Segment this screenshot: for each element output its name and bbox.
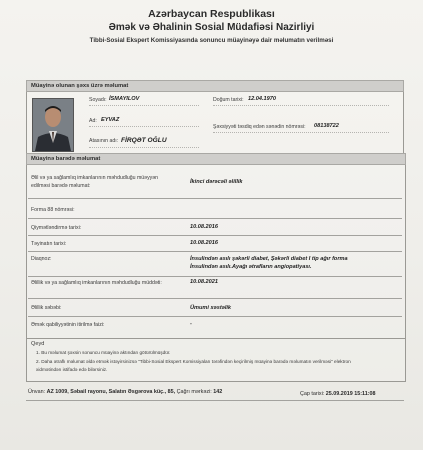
assessment-date-value: 10.08.2016 bbox=[190, 224, 218, 230]
appointment-date-label: Təyinatın tarixi: bbox=[31, 241, 67, 247]
call-center-value: 142 bbox=[213, 389, 223, 395]
person-photo bbox=[32, 98, 74, 152]
address-value: AZ 1009, Səbail rayonu, Salatın Əsgərova küç., 85, bbox=[46, 389, 176, 395]
note-item-3: xidmətindən istifadə edə bilərsiniz. bbox=[36, 367, 108, 372]
disability-cause-label: Əlillik səbəbi: bbox=[31, 305, 62, 311]
father-name-label: Atasının adı: bbox=[89, 138, 119, 144]
father-name-value: FİRQƏT OĞLU bbox=[121, 137, 167, 144]
id-document-label: Şəxsiyyəti təsdiq edən sənədin nömrəsi: bbox=[213, 124, 306, 130]
notes-title: Qeyd bbox=[31, 341, 45, 347]
birth-date-label: Doğum tarixi: bbox=[213, 97, 244, 103]
form88-label: Forma 88 nömrəsi: bbox=[31, 207, 75, 213]
appointment-date-value: 10.08.2016 bbox=[190, 240, 218, 246]
disability-info-value: İkinci dərəcəli əlillik bbox=[190, 179, 243, 185]
person-section-title: Müayinə olunan şəxs üzrə məlumat bbox=[26, 80, 404, 92]
work-capacity-loss-value: - bbox=[190, 321, 192, 327]
id-document-value: 08138722 bbox=[314, 123, 339, 129]
commission-title: Tibbi-Sosial Ekspert Komissiyasında sonuncu müayinəyə dair məlumatın verilməsi bbox=[89, 37, 334, 44]
surname-value: İSMAYILOV bbox=[109, 96, 140, 102]
name-label: Ad: bbox=[89, 118, 97, 124]
birth-date-value: 12.04.1970 bbox=[248, 96, 276, 102]
republic-title: Azərbaycan Respublikası bbox=[148, 8, 275, 20]
note-item-2: 2. Daha ətraflı məlumat əldə etmək istəyirsinizsə "Tibbi-Sosial Ekspert Komissiyaları tərəfindən keçirilmiş müayinə barədə məlumatın verilməsi" elektron bbox=[36, 359, 351, 364]
print-date bbox=[300, 391, 376, 397]
diagnosis-value: İnsulindən asılı şəkərli diabet, Şəkərli diabet I tip ağır forma İnsulindən asılı.Ayağı ətrafların angiopatiyası. bbox=[190, 256, 348, 270]
surname-label: Soyadı: bbox=[89, 97, 107, 103]
disability-period-label: Əlillik və ya sağlamlıq imkanlarının məhdudluğu müddəti: bbox=[31, 280, 162, 286]
assessment-date-label: Qiymətləndirmə tarixi: bbox=[31, 225, 82, 231]
print-date-value: 25.09.2019 15:11:08 bbox=[325, 391, 376, 397]
disability-cause-value: Ümumi xəstəlik bbox=[190, 305, 232, 311]
address bbox=[28, 389, 222, 395]
print-date-label: Çap tarixi: bbox=[300, 391, 325, 397]
disability-period-value: 10.08.2021 bbox=[190, 279, 218, 285]
work-capacity-loss-label: Əmək qabiliyyətinin itirilmə faizi: bbox=[31, 322, 105, 328]
ministry-title: Əmək və Əhalinin Sosial Müdafiəsi Nazirliyi bbox=[108, 22, 315, 33]
address-label: Ünvan: bbox=[28, 389, 46, 395]
disability-info-label: Əlil və ya sağlamlıq imkanlarının məhdudluğu müəyyən edilməsi barədə məlumat: bbox=[31, 175, 159, 189]
call-center-label: Çağrı mərkəzi: bbox=[176, 389, 212, 395]
exam-section-title: Müayinə barədə məlumat bbox=[26, 153, 406, 165]
diagnosis-label: Diaqnoz: bbox=[31, 256, 52, 262]
name-value: EYVAZ bbox=[101, 117, 120, 123]
note-item-1: 1. Bu məlumat şəxsin sonuncu müayinə aktından götürülmüşdür. bbox=[36, 350, 171, 355]
